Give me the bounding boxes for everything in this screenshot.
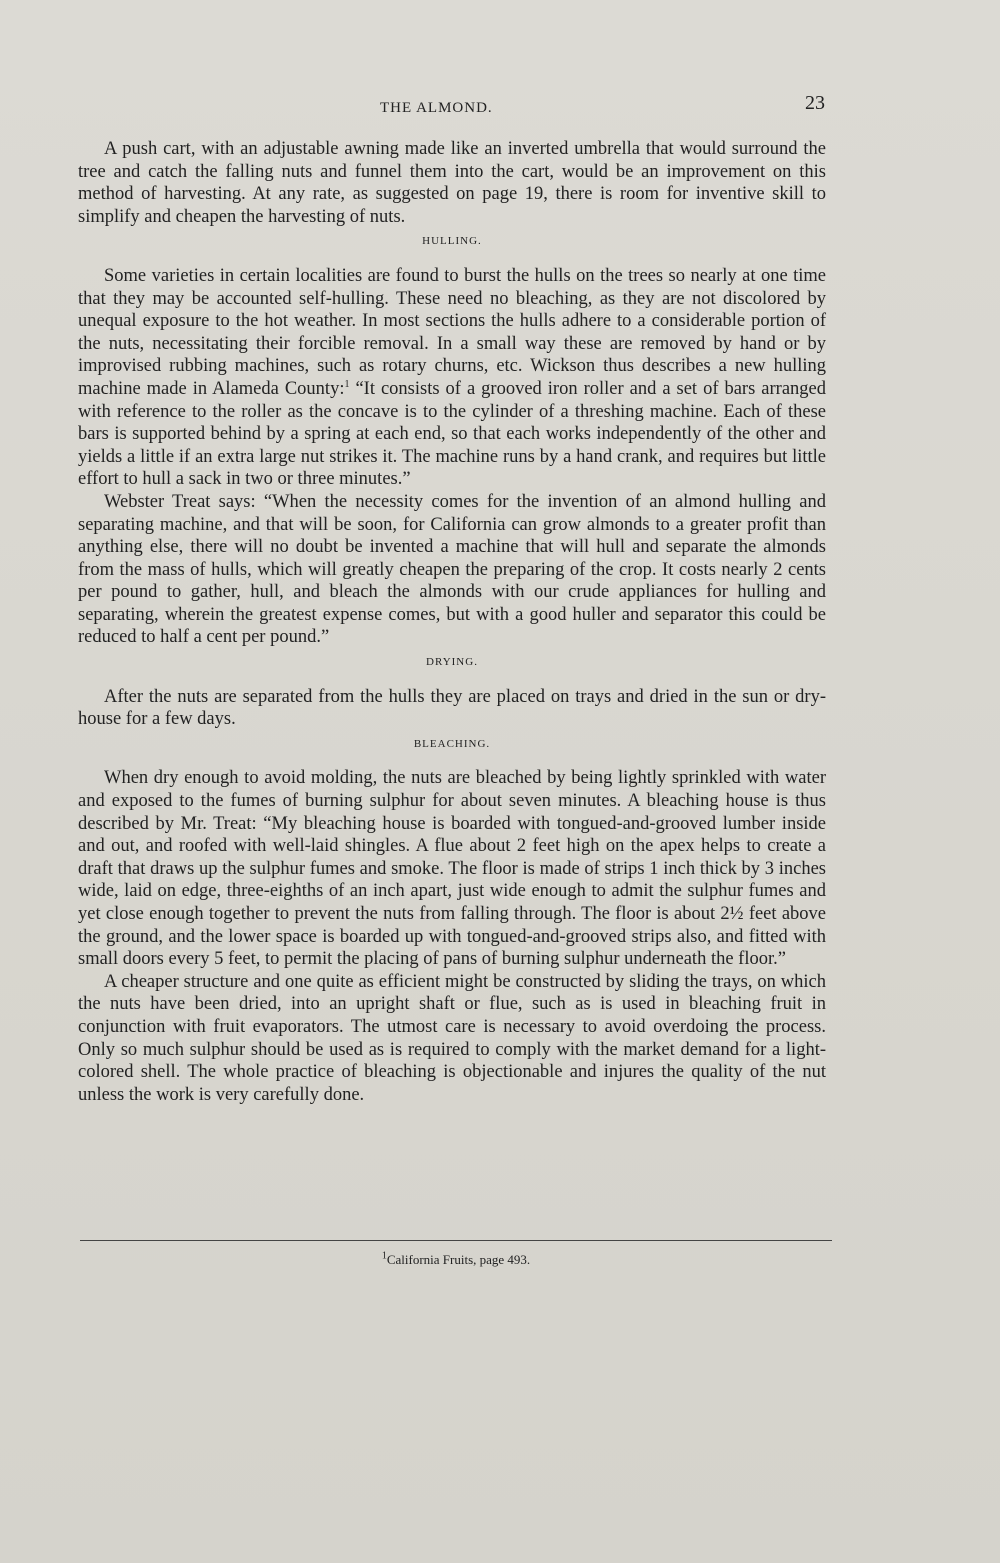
running-title: THE ALMOND. — [380, 100, 493, 116]
bleaching-paragraph-1: When dry enough to avoid molding, the nuts are bleached by being lightly sprinkled with water and exposed to the fumes of burning sulphur for about seven minutes. A bleaching house is thus described by Mr. Treat: “My bleaching house is boarded with tongued-and-grooved lumber inside and out, and roofed with well-laid shingles. A flue about 2 feet high on the apex helps to create a draft that draws up the sulphur fumes and smoke. The floor is made of strips 1 inch thick by 3 inches wide, laid on edge, three-eighths of an inch apart, just wide enough to admit the sulphur fumes and yet close enough together to prevent the nuts from falling through. The floor is about 2½ feet above the ground, and the lower space is boarded up with tongued-and-grooved strips also, and fitted with small doors every 5 feet, to permit the placing of pans of burning sulphur underneath the floor.” — [78, 768, 826, 970]
footnote-divider — [80, 1240, 832, 1241]
footnote-marker: 1 — [381, 1250, 387, 1262]
footnote-text: California Fruits, page 493. — [386, 1252, 531, 1267]
bleaching-paragraph-2: A cheaper structure and one quite as efficient might be constructed by sliding the trays, on which the nuts have been dried, into an upright shaft or flue, such as is used in bleaching fruit in conjunction with fruit evaporators. The utmost care is necessary to avoid overdoing the process. Only so much sulphur should be used as is required to comply with the market demand for a light-colored shell. The whole practice of bleaching is objectionable and injures the quality of the nut unless the work is very carefully done. — [78, 971, 826, 1105]
hulling-paragraph-2: Webster Treat says: “When the necessity comes for the invention of an almond hulling and separating machine, and that will be soon, for California can grow almonds to a greater profit than anything else, there will no doubt be invented a machine that will hull and separate the almonds from the mass of hulls, which will greatly cheapen the preparing of the crop. It costs nearly 2 cents per pound to gather, hull, and bleach the almonds with our crude appliances for hulling and separating, wherein the greatest expense comes, but with a good huller and separator this could be reduced to half a cent per pound.” — [78, 491, 826, 648]
hulling-heading: HULLING. — [422, 235, 482, 248]
bleaching-heading: BLEACHING. — [413, 737, 491, 750]
hulling-paragraph-1-text-b: “It consists of a grooved iron roller and a set of bars arranged with reference to the roller as the concave is to the cylinder of a threshing machine. Each of these bars is supported behind by a spring at each end, so that each works independently of the other and yields a little if an extra large nut strikes it. The machine runs by a hand crank, and requires but little effort to hull a sack in two or three minutes.” — [78, 378, 826, 490]
body-text — [78, 138, 826, 1106]
footnote — [80, 1252, 832, 1268]
hulling-paragraph-1 — [78, 265, 826, 491]
drying-heading: DRYING. — [426, 656, 478, 669]
intro-paragraph: A push cart, with an adjustable awning made like an inverted umbrella that would surround the tree and catch the falling nuts and funnel them into the cart, would be an improvement on this method of harvesting. At any rate, as suggested on page 19, there is room for inventive skill to simplify and cheapen the harvesting of nuts. — [78, 139, 826, 227]
drying-paragraph: After the nuts are separated from the hulls they are placed on trays and dried in the sun or dry-house for a few days. — [78, 686, 826, 730]
page-header — [80, 92, 825, 120]
hulling-paragraph-1-text-a: Some varieties in certain localities are found to burst the hulls on the trees so nearly at one time that they may be accounted self-hulling. These need no bleaching, as they are not discolored by unequal exposure to the hot weather. In most sections the hulls adhere to a considerable portion of the nuts, necessitating their forcible removal. In a small way these are removed by hand or by improvised rubbing machines, such as rotary churns, etc. Wickson thus describes a new hulling machine made in Alameda County: — [78, 265, 826, 399]
page-number: 23 — [805, 92, 825, 114]
footnote-reference: 1 — [344, 378, 350, 390]
